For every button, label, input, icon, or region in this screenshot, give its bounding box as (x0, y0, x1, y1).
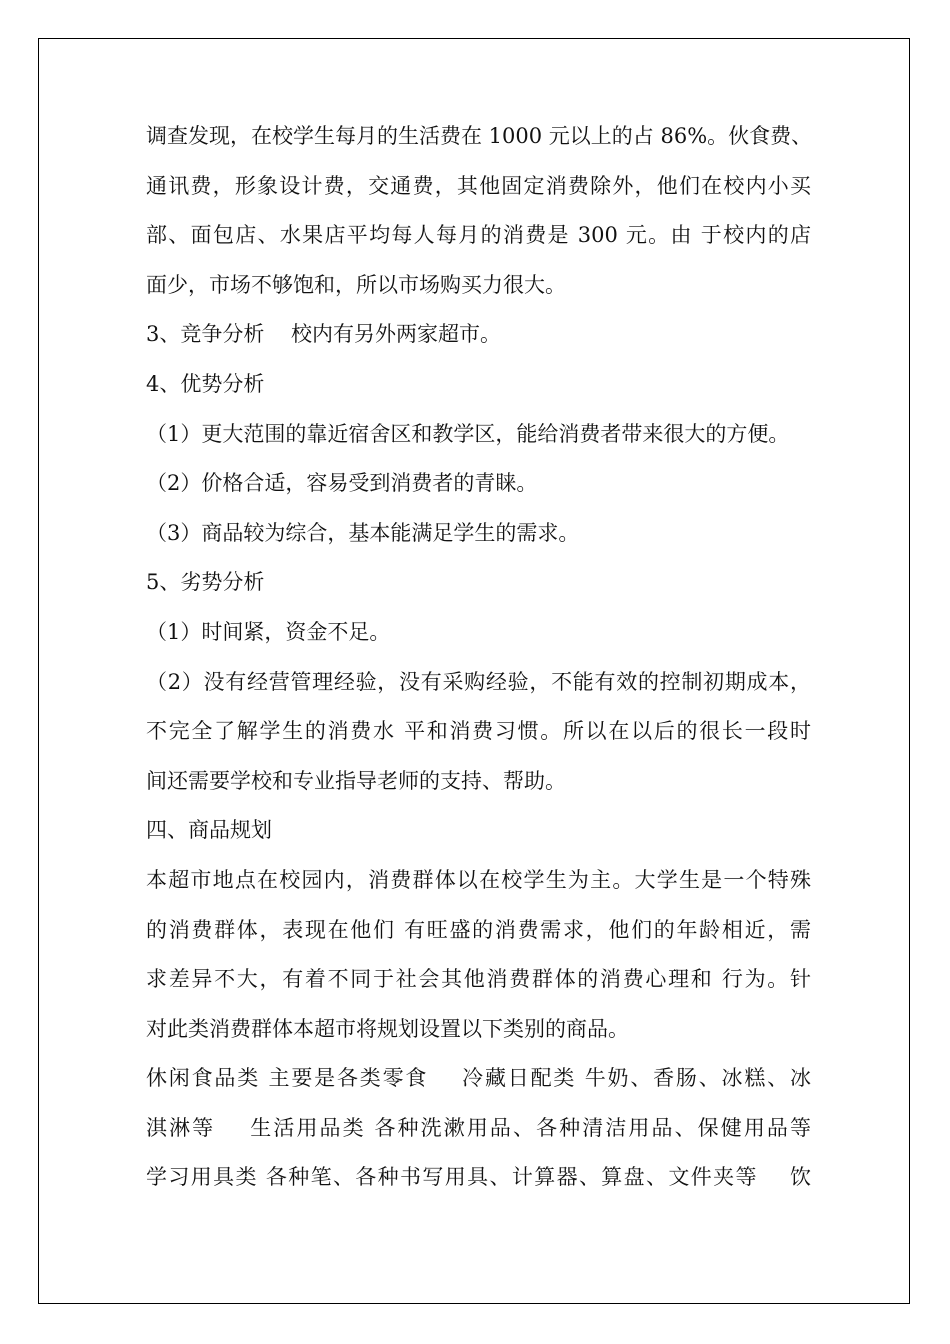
section-heading-product-planning: 四、商品规划 (146, 818, 272, 843)
list-item: （2）没有经营管理经验，没有采购经验，不能有效的控制初期成本， (146, 669, 811, 694)
paragraph-line: 学习用具类 各种笔、各种书写用具、计算器、算盘、文件夹等 饮 (146, 1165, 811, 1190)
paragraph-line: 的消费群体，表现在他们 有旺盛的消费需求，他们的年龄相近，需 (146, 917, 811, 942)
section-heading-weaknesses: 5、劣势分析 (146, 570, 265, 595)
paragraph-line: 不完全了解学生的消费水 平和消费习惯。所以在以后的很长一段时 (146, 719, 811, 744)
list-item: （2）价格合适，容易受到消费者的青睐。 (146, 471, 538, 496)
section-heading-strengths: 4、优势分析 (146, 371, 265, 396)
list-item: （1）更大范围的靠近宿舍区和教学区，能给消费者带来很大的方便。 (146, 421, 790, 446)
paragraph-line: 休闲食品类 主要是各类零食 冷藏日配类 牛奶、香肠、冰糕、冰 (146, 1066, 811, 1091)
list-item: （1）时间紧，资金不足。 (146, 619, 391, 644)
list-item: （3）商品较为综合，基本能满足学生的需求。 (146, 520, 580, 545)
paragraph-line: 间还需要学校和专业指导老师的支持、帮助。 (146, 768, 566, 793)
document-body (146, 112, 811, 1203)
paragraph-line: 求差异不大，有着不同于社会其他消费群体的消费心理和 行为。针 (146, 967, 811, 992)
section-heading-competition: 3、竞争分析 校内有另外两家超市。 (146, 322, 502, 347)
paragraph-line: 通讯费，形象设计费，交通费，其他固定消费除外，他们在校内小买 (146, 173, 811, 198)
paragraph-line: 调查发现，在校学生每月的生活费在 1000 元以上的占 86%。伙食费、 (146, 124, 813, 148)
paragraph-line: 对此类消费群体本超市将规划设置以下类别的商品。 (146, 1016, 629, 1041)
paragraph-line: 面少，市场不够饱和，所以市场购买力很大。 (146, 272, 566, 297)
paragraph-line: 本超市地点在校园内，消费群体以在校学生为主。大学生是一个特殊 (146, 867, 811, 892)
paragraph-line: 部、面包店、水果店平均每人每月的消费是 300 元。由 于校内的店 (146, 223, 811, 248)
paragraph-line: 淇淋等 生活用品类 各种洗漱用品、各种清洁用品、保健用品等 (146, 1115, 811, 1140)
